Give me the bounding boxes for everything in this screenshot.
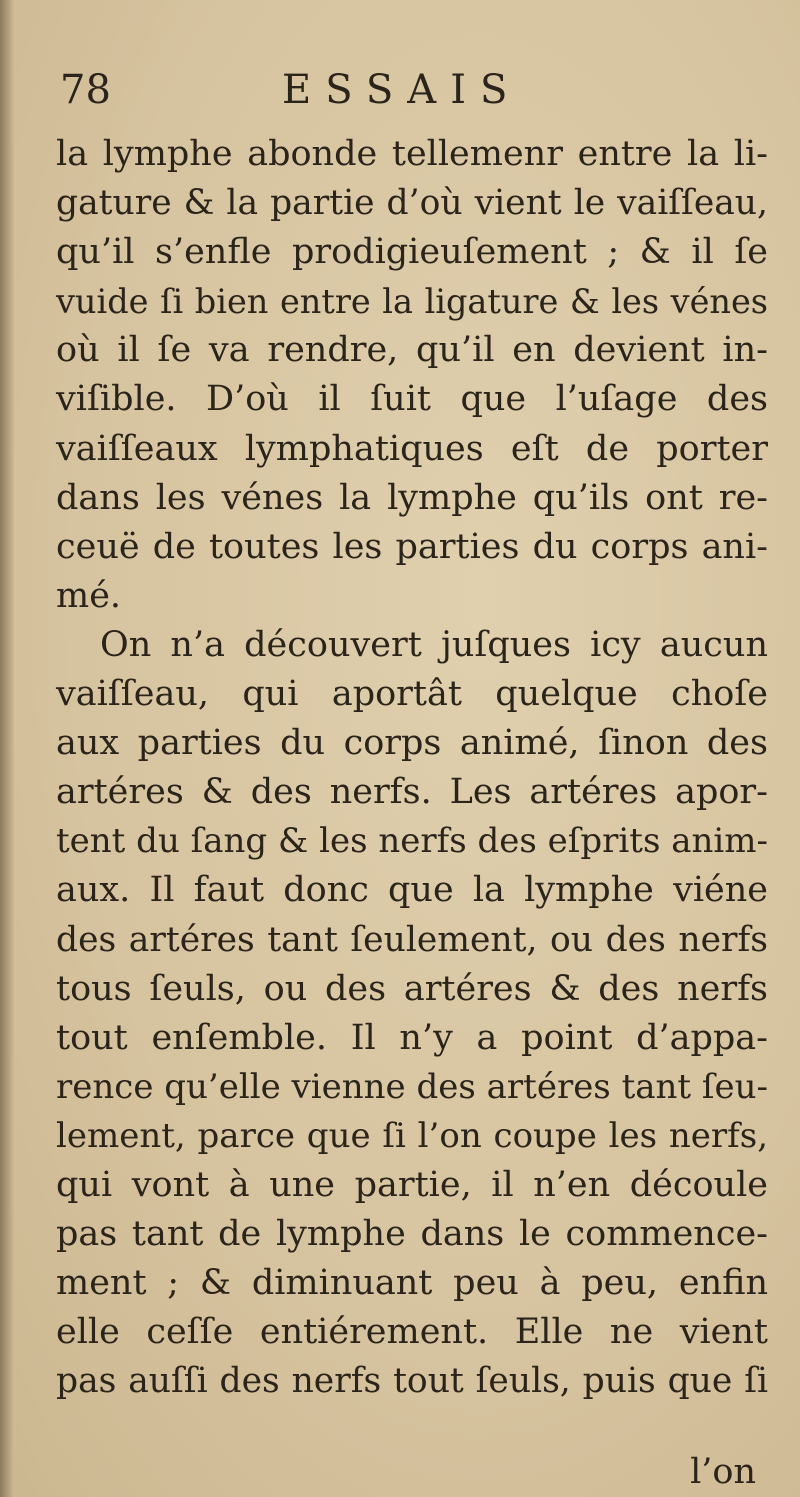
- text-line: où il ſe va rendre, qu’il en devient in-: [56, 330, 768, 371]
- paragraph-start-line: On n’a découvert juſques icy aucun: [100, 624, 768, 665]
- text-line: qu’il s’enfle prodigieuſement ; & il ſe: [56, 232, 768, 273]
- text-line: vaiſſeau, qui aportât quelque choſe: [56, 674, 768, 715]
- text-line: aux parties du corps animé, ſinon des: [56, 723, 768, 764]
- text-line: vaiſſeaux lymphatiques eſt de porter: [56, 428, 768, 469]
- text-line: gature & la partie d’où vient le vaiſſeau,: [56, 183, 768, 224]
- page-number: 78: [60, 67, 111, 113]
- text-line: des artéres tant ſeulement, ou des nerfs: [56, 919, 768, 960]
- text-line: qui vont à une partie, il n’en découle: [56, 1164, 768, 1205]
- body-text: [56, 130, 768, 1406]
- text-line: vuide ſi bien entre la ligature & les vénes: [56, 282, 768, 322]
- text-line: dans les vénes la lymphe qu’ils ont re-: [56, 477, 768, 518]
- text-line: artéres & des nerfs. Les artéres apor-: [56, 772, 768, 813]
- text-line: aux. Il faut donc que la lymphe viéne: [56, 870, 768, 911]
- text-line: tout enſemble. Il n’y a point d’appa-: [56, 1017, 768, 1058]
- text-line: la lymphe abonde tellemenr entre la li-: [56, 134, 768, 174]
- running-head: ESSAIS: [282, 67, 522, 113]
- page-header: [60, 62, 760, 118]
- text-line: ceuë de toutes les parties du corps ani-: [56, 526, 768, 567]
- text-line: rence qu’elle vienne des artéres tant ſeu-: [56, 1066, 768, 1107]
- text-line: tent du ſang & les nerfs des eſprits anim-: [56, 821, 768, 862]
- text-line: pas auſſi des nerfs tout ſeuls, puis que ſi: [56, 1361, 768, 1402]
- text-line: elle ceſſe entiérement. Elle ne vient: [56, 1312, 768, 1353]
- text-line: tous ſeuls, ou des artéres & des nerfs: [56, 968, 768, 1009]
- text-line: pas tant de lymphe dans le commence-: [56, 1214, 768, 1255]
- text-line: lement, parce que ſi l’on coupe les nerfs,: [56, 1115, 768, 1156]
- text-line: viſible. D’où il ſuit que l’uſage des: [56, 379, 768, 420]
- text-line: mé.: [56, 575, 122, 616]
- text-line: ment ; & diminuant peu à peu, enfin: [56, 1263, 768, 1304]
- page-gutter-shadow: [0, 0, 14, 1497]
- catchword: l’on: [690, 1452, 756, 1492]
